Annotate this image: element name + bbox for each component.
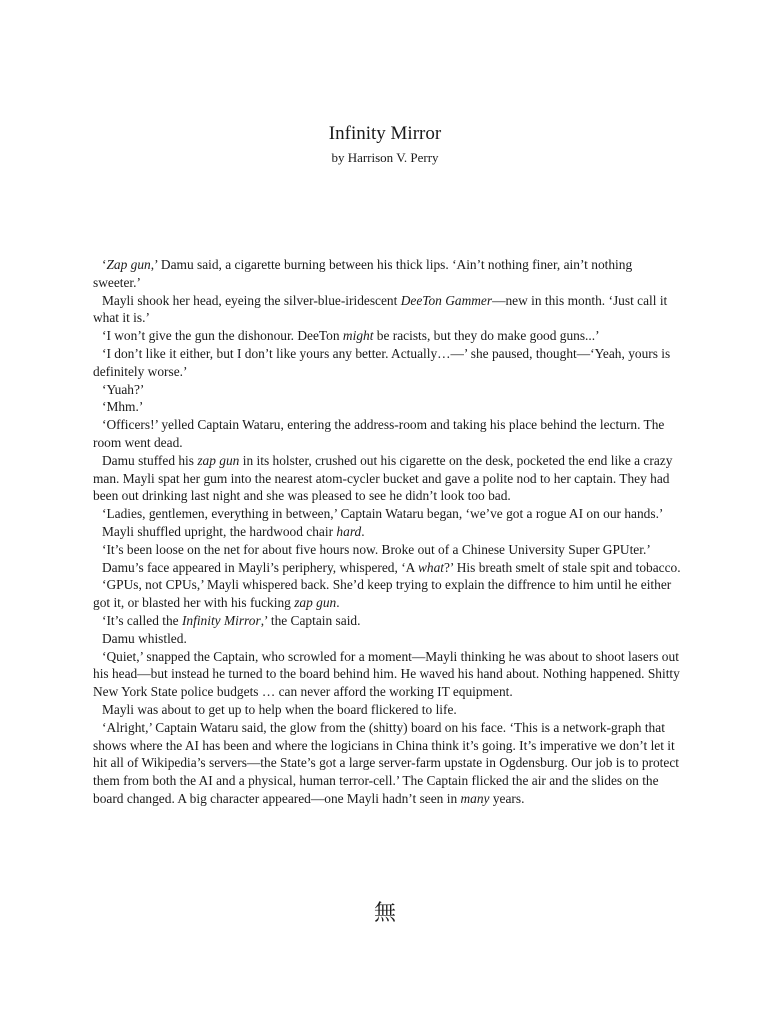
paragraph: ‘GPUs, not CPUs,’ Mayli whispered back. She’d keep trying to explain the diffrence to him until he either got it, or blasted her with his fucking zap gun. xyxy=(93,577,672,611)
paragraph: Damu’s face appeared in Mayli’s periphery, whispered, ‘A what?’ His breath smelt of stale spit and tobacco. xyxy=(102,559,681,575)
italic-text: zap gun xyxy=(197,452,240,468)
italic-text: hard xyxy=(336,523,362,539)
italic-text: many xyxy=(460,790,490,806)
italic-text: Zap gun xyxy=(106,257,151,272)
italic-text: zap gun xyxy=(294,595,337,611)
paragraph: Damu whistled. xyxy=(102,630,187,646)
paragraph: ‘Quiet,’ snapped the Captain, who scrowled for a moment—Mayli thinking he was about to shoot lasers out his head—but instead he turned to the board behind him. He waved his hand about. Nothing happened. Shitty New York State police budgets … can never afford the working IT equipment. xyxy=(93,648,680,700)
paragraph: ‘Mhm.’ xyxy=(102,399,144,415)
italic-text: might xyxy=(342,328,374,344)
paragraph: Mayli shook her head, eyeing the silver-blue-iridescent DeeTon Gammer—new in this month. ‘Just call it what it is.’ xyxy=(93,292,668,326)
paragraph: ‘Zap gun,’ Damu said, a cigarette burning between his thick lips. ‘Ain’t nothing finer, ain’t nothing sweeter.’ xyxy=(93,257,633,290)
paragraph: Damu stuffed his zap gun in its holster, crushed out his cigarette on the desk, pocketed the end like a crazy man. Mayli spat her gum into the nearest atom-cycler bucket and gave a polite nod to her captain. They had been out drinking last night and she was pleased to see he didn’t look too bad. xyxy=(93,452,673,504)
story-body xyxy=(93,256,681,808)
paragraph: ‘Alright,’ Captain Wataru said, the glow from the (shitty) board on his face. ‘This is a network-graph that shows where the AI has been and where the logicians in China think it’s going. It’s imperative we don’t let it hit all of Wikipedia’s servers—the State’s got a large server-farm upstate in Ogdensburg. Our job is to protect them from both the AI and a physical, human terror-cell.’ The Captain flicked the air and the slides on the board changed. A big character appeared—one Mayli hadn’t seen in many years. xyxy=(93,719,680,806)
paragraph: ‘I won’t give the gun the dishonour. DeeTon might be racists, but they do make good guns...’ xyxy=(102,328,600,344)
paragraph: Mayli was about to get up to help when the board flickered to life. xyxy=(102,701,457,717)
kanji-character: 無 xyxy=(373,900,396,925)
story-title: Infinity Mirror xyxy=(328,123,442,144)
author-byline: by Harrison V. Perry xyxy=(331,150,439,165)
italic-text: Infinity Mirror xyxy=(181,612,261,628)
paragraph: ‘It’s been loose on the net for about five hours now. Broke out of a Chinese University Super GPUter.’ xyxy=(102,541,651,557)
paragraph: ‘It’s called the Infinity Mirror,’ the Captain said. xyxy=(102,612,361,628)
paragraph: ‘Ladies, gentlemen, everything in between,’ Captain Wataru began, ‘we’ve got a rogue AI on our hands.’ xyxy=(102,506,664,522)
paragraph: Mayli shuffled upright, the hardwood chair hard. xyxy=(102,523,365,539)
italic-text: DeeTon Gammer xyxy=(400,292,493,308)
italic-text: what xyxy=(417,559,444,575)
paragraph: ‘Officers!’ yelled Captain Wataru, entering the address-room and taking his place behind the lecturn. The room went dead. xyxy=(93,417,665,450)
paragraph: ‘I don’t like it either, but I don’t like yours any better. Actually…—’ she paused, thought—‘Yeah, yours is definitely worse.’ xyxy=(93,345,671,379)
paragraph: ‘Yuah?’ xyxy=(102,381,145,397)
